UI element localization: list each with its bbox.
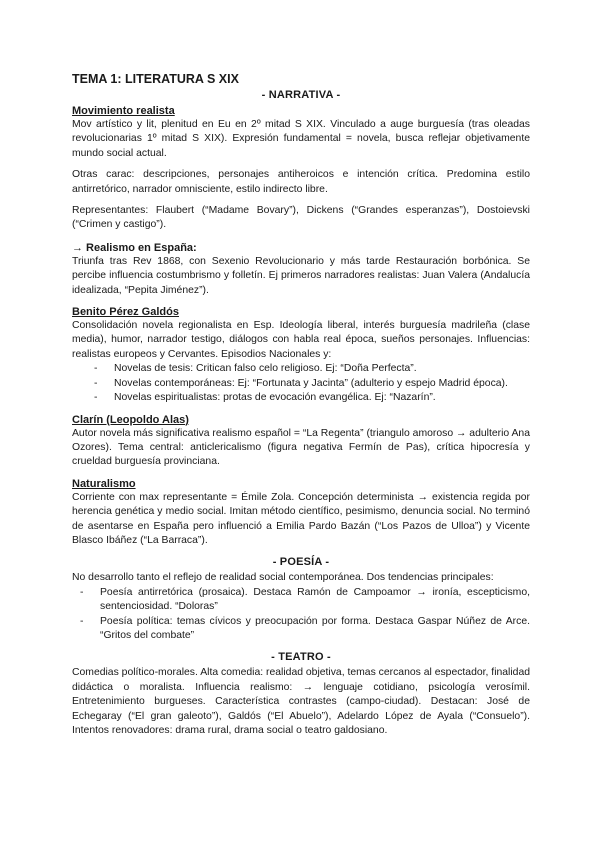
document-title: TEMA 1: LITERATURA S XIX [72, 72, 239, 86]
poesia-trend-list [72, 586, 530, 644]
list-item: - Novelas de tesis: Critican falso celo religioso. Ej: “Doña Perfecta”. [94, 363, 417, 375]
block-realismo-espana [72, 255, 530, 298]
block-clarin [72, 427, 530, 470]
subheading-movimiento-realista: Movimiento realista [72, 105, 175, 117]
paragraph: Otras carac: descripciones, personajes antiheroicos e intención crítica. Predomina estilo antirretórico, narrador omnisciente, estilo indirecto libre. [72, 169, 530, 195]
section-heading-teatro: - TEATRO - [271, 651, 331, 664]
list-item: - Poesía antirretórica (prosaica). Destaca Ramón de Campoamor → ironía, escepticismo, sentenciosidad. “Doloras” [80, 586, 530, 613]
paragraph: Mov artístico y lit, plenitud en Eu en 2º mitad S XIX. Vinculado a auge burguesía (tras oleadas revolucionarias 1º mitad S XIX). Expresión fundamental = novela, busca reflejar objetivamente mundo social actual. [72, 119, 530, 159]
list-item: - Novelas espiritualistas: protas de evocación evangélica. Ej: “Nazarín”. [94, 392, 436, 404]
paragraph: Consolidación novela regionalista en Esp. Ideología liberal, interés burguesía madrileña (clase media), humor, narrador testigo, diálogos con habla real época, sueños personajes. Influencias: realistas europeos y Cervantes. Episodios Nacionales y: [72, 320, 530, 360]
section-heading-poesia: - POESÍA - [272, 556, 330, 569]
galdos-novel-list [72, 362, 530, 405]
paragraph: Representantes: Flaubert (“Madame Bovary”), Dickens (“Grandes esperanzas”), Dostoievski (“Crimen y castigo”). [72, 205, 530, 231]
paragraph: Triunfa tras Rev 1868, con Sexenio Revolucionario y más tarde Restauración borbónica. Se percibe influencia costumbrismo y folletín. Ej primeros narradores realistas: Juan Valera (Andalucía idealizada, “Pepita Jiménez”). [72, 255, 530, 296]
subheading-clarin: Clarín (Leopoldo Alas) [72, 413, 189, 426]
block-galdos [72, 319, 530, 405]
paragraph: No desarrollo tanto el reflejo de realidad social contemporánea. Dos tendencias principales: [72, 572, 494, 584]
paragraph: Corriente con max representante = Émile Zola. Concepción determinista → existencia regida por herencia genética y medio social. Imitan método científico, pesimismo, denuncia social. No terminó de asentarse en España pero influenció a Emilia Pardo Bazán (“Los Pazos de Ulloa”) y Vicente Blasco Ibáñez (“La Barraca”). [72, 491, 530, 546]
paragraph: Autor novela más significativa realismo español = “La Regenta” (triangulo amoroso → adulterio Ana Ozores). Tema central: anticlericalismo (figura negativa Fermín de Pas), crítica hipocresía y crueldad burguesía provinciana. [72, 427, 530, 468]
list-item: - Novelas contemporáneas: Ej: “Fortunata y Jacinta” (adulterio y espejo Madrid época). [94, 377, 508, 389]
paragraph: Comedias político-morales. Alta comedia: realidad objetiva, temas cercanos al espectador, finalidad didáctica o moralista. Influencia realismo: → lenguaje cotidiano, psicología verosímil. Entretenimiento burgueses. Característica contrastes (campo-ciudad). Destacan: José de Echegaray (“El gran galeoto”), Galdós (“El Abuelo”), Adelardo López de Ayala (“Consuelo”). Intentos renovadores: drama rural, drama social o teatro galdosiano. [72, 667, 531, 736]
section-heading-narrativa: - NARRATIVA - [261, 89, 341, 101]
subheading-realismo-espana: → Realismo en España: [72, 241, 197, 254]
subheading-naturalismo: Naturalismo [72, 477, 136, 490]
subheading-galdos: Benito Pérez Galdós [72, 306, 179, 319]
block-movimiento-realista [72, 118, 530, 233]
block-poesia [72, 571, 530, 643]
block-teatro [72, 666, 530, 738]
list-item: - Poesía política: temas cívicos y preocupación por forma. Destaca Gaspar Núñez de Arce. “Gritos del combate” [80, 615, 530, 641]
block-naturalismo [72, 491, 530, 549]
